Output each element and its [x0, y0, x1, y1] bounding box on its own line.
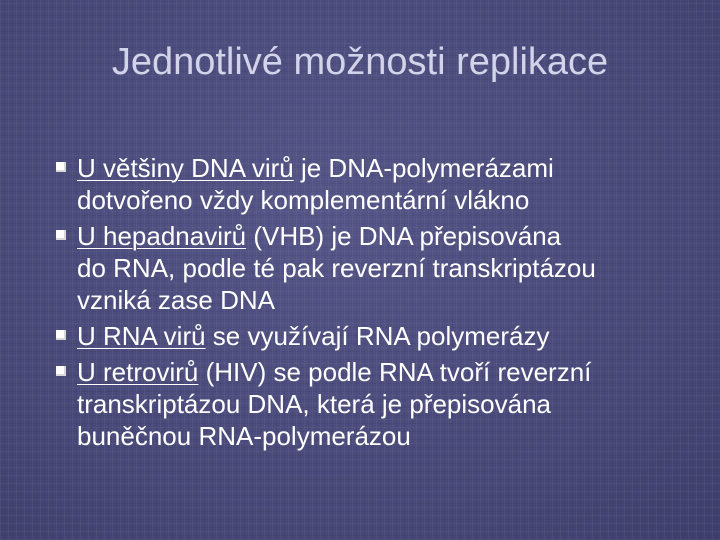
bullet-item-retroviruses: [52, 356, 720, 452]
underlined-term: U RNA virů: [77, 321, 206, 351]
bullet-line: [77, 152, 720, 184]
line-text: (HIV) se podle RNA tvoří reverzní: [198, 357, 592, 387]
line-text: je DNA-polymerázami: [293, 153, 554, 183]
slide-title: Jednotlivé možnosti replikace: [111, 41, 609, 83]
square-bullet-icon: [56, 366, 66, 376]
line-text: se využívají RNA polymerázy: [205, 321, 550, 351]
bullet-line: buněčnou RNA-polymerázou: [77, 421, 411, 451]
square-bullet-icon: [56, 230, 66, 240]
square-bullet-icon: [56, 162, 66, 172]
line-text: (VHB) je DNA přepisována: [246, 221, 562, 251]
bullet-line: dotvořeno vždy komplementární vlákno: [77, 185, 530, 215]
bullet-line: do RNA, podle té pak reverzní transkriptázou: [77, 253, 596, 283]
bullet-line: [77, 220, 720, 252]
bullet-item-rna-viruses: [52, 320, 720, 352]
bullet-line: [77, 356, 720, 388]
underlined-term: U většiny DNA virů: [77, 153, 294, 183]
bullet-item-hepadnaviruses: [52, 220, 720, 316]
square-bullet-icon: [56, 330, 66, 340]
bullet-item-dna-viruses: [52, 152, 720, 216]
underlined-term: U retrovirů: [77, 357, 199, 387]
underlined-term: U hepadnavirů: [77, 221, 247, 251]
bullet-list: [52, 152, 720, 452]
bullet-line: transkriptázou DNA, která je přepisována: [77, 389, 552, 419]
bullet-line: vzniká zase DNA: [77, 285, 275, 315]
bullet-line: [77, 320, 720, 352]
